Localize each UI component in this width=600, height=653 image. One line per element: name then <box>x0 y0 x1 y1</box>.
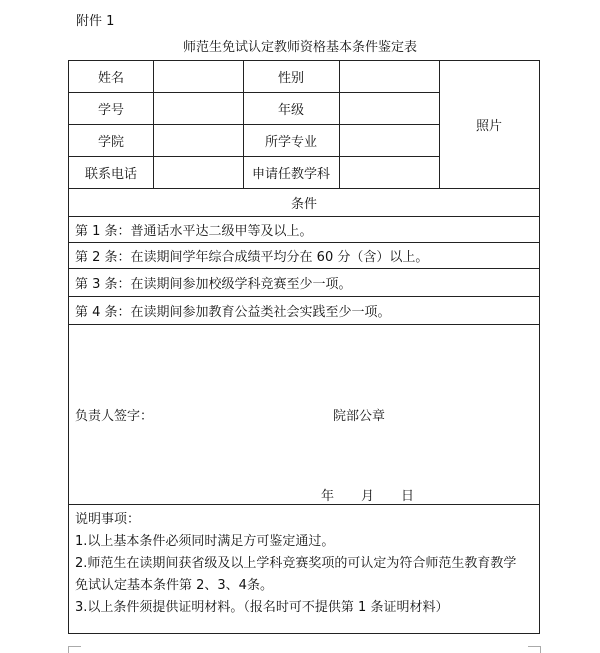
label-phone: 联系电话 <box>84 166 137 182</box>
form-title: 师范生免试认定教师资格基本条件鉴定表 <box>182 40 417 55</box>
date-year: 年 <box>321 489 335 504</box>
gender-field[interactable] <box>339 61 439 92</box>
responsible-signature-label: 负责人签字： <box>75 409 154 424</box>
photo-box[interactable]: 照片 <box>475 119 502 134</box>
condition-item: 第 1 条：普通话水平达二级甲等及以上。 <box>75 223 313 239</box>
name-field[interactable] <box>153 61 243 92</box>
phone-field[interactable] <box>153 156 243 188</box>
label-student-id: 学号 <box>97 102 124 118</box>
notes-section <box>75 509 535 619</box>
row-divider <box>69 324 539 325</box>
condition-item: 第 3 条：在读期间参加校级学科竞赛至少一项。 <box>75 276 352 292</box>
notes-heading: 说明事项： <box>75 512 141 527</box>
subject-field[interactable] <box>339 156 439 188</box>
label-college: 学院 <box>97 134 124 150</box>
label-gender: 性别 <box>277 71 304 86</box>
note-line: 2.师范生在读期间获省级及以上学科竞赛奖项的可认定为符合师范生教育教学 <box>75 556 517 571</box>
appraisal-form <box>68 60 540 634</box>
grade-field[interactable] <box>339 92 439 124</box>
student-id-field[interactable] <box>153 92 243 124</box>
note-line: 3.以上条件须提供证明材料。（报名时可不提供第 1 条证明材料） <box>75 600 449 615</box>
label-name: 姓名 <box>97 71 124 86</box>
condition-item: 第 4 条：在读期间参加教育公益类社会实践至少一项。 <box>75 304 391 320</box>
row-divider <box>69 504 539 505</box>
college-seal-label: 院部公章 <box>333 409 386 424</box>
note-line: 免试认定基本条件第 2、3、4条。 <box>75 578 273 593</box>
condition-item: 第 2 条：在读期间学年综合成绩平均分在 60 分（含）以上。 <box>75 249 429 265</box>
annex-label: 附件 1 <box>76 14 115 29</box>
college-field[interactable] <box>153 124 243 156</box>
page-corner-mark <box>68 646 81 653</box>
page-corner-mark <box>528 646 541 653</box>
note-line: 1.以上基本条件必须同时满足方可鉴定通过。 <box>75 534 335 549</box>
label-grade: 年级 <box>277 102 304 118</box>
date-day: 日 <box>401 489 415 504</box>
major-field[interactable] <box>339 124 439 156</box>
label-subject: 申请任教学科 <box>251 166 330 182</box>
date-month: 月 <box>361 489 375 504</box>
conditions-header: 条件 <box>290 196 317 212</box>
label-major: 所学专业 <box>264 134 317 150</box>
